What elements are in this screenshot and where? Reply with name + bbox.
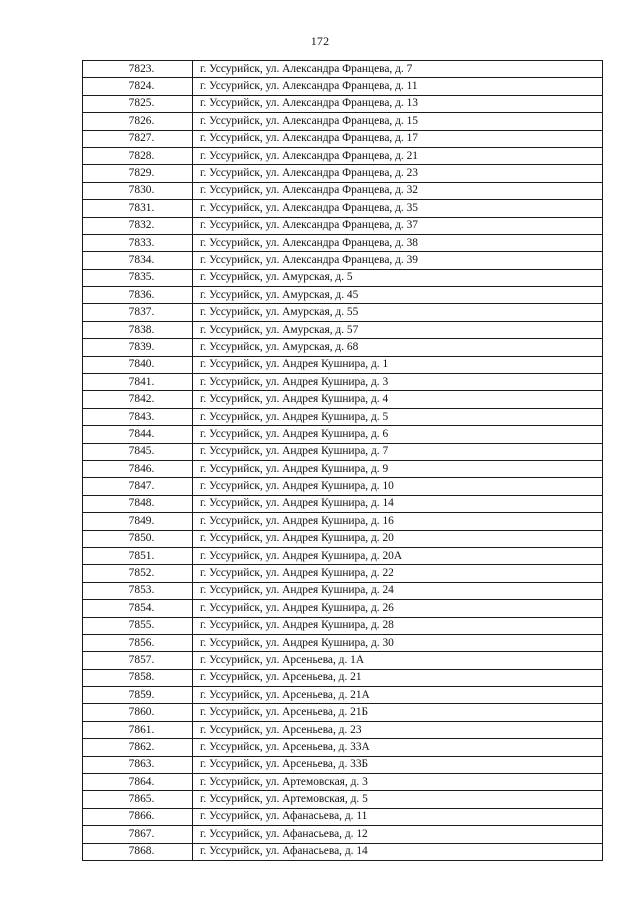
row-number-cell: 7829. bbox=[83, 165, 193, 182]
address-cell: г. Уссурийск, ул. Арсеньева, д. 23 bbox=[193, 721, 603, 738]
table-row bbox=[83, 513, 603, 530]
address-cell: г. Уссурийск, ул. Амурская, д. 55 bbox=[193, 304, 603, 321]
row-number-cell: 7860. bbox=[83, 704, 193, 721]
row-number-cell: 7857. bbox=[83, 652, 193, 669]
table-row bbox=[83, 182, 603, 199]
row-number-cell: 7847. bbox=[83, 478, 193, 495]
row-number-cell: 7845. bbox=[83, 443, 193, 460]
address-cell: г. Уссурийск, ул. Андрея Кушнира, д. 3 bbox=[193, 374, 603, 391]
row-number-cell: 7833. bbox=[83, 234, 193, 251]
row-number-cell: 7832. bbox=[83, 217, 193, 234]
row-number-cell: 7861. bbox=[83, 721, 193, 738]
row-number-cell: 7826. bbox=[83, 113, 193, 130]
table-row bbox=[83, 443, 603, 460]
address-cell: г. Уссурийск, ул. Андрея Кушнира, д. 16 bbox=[193, 513, 603, 530]
table-row bbox=[83, 234, 603, 251]
address-cell: г. Уссурийск, ул. Александра Францева, д. 15 bbox=[193, 113, 603, 130]
row-number-cell: 7834. bbox=[83, 252, 193, 269]
table-row bbox=[83, 808, 603, 825]
row-number-cell: 7858. bbox=[83, 669, 193, 686]
address-cell: г. Уссурийск, ул. Андрея Кушнира, д. 26 bbox=[193, 600, 603, 617]
address-cell: г. Уссурийск, ул. Андрея Кушнира, д. 1 bbox=[193, 356, 603, 373]
row-number-cell: 7859. bbox=[83, 687, 193, 704]
row-number-cell: 7830. bbox=[83, 182, 193, 199]
row-number-cell: 7844. bbox=[83, 426, 193, 443]
address-cell: г. Уссурийск, ул. Арсеньева, д. 21Б bbox=[193, 704, 603, 721]
row-number-cell: 7835. bbox=[83, 269, 193, 286]
address-cell: г. Уссурийск, ул. Афанасьева, д. 12 bbox=[193, 826, 603, 843]
table-row bbox=[83, 426, 603, 443]
table-row bbox=[83, 652, 603, 669]
address-cell: г. Уссурийск, ул. Арсеньева, д. 1А bbox=[193, 652, 603, 669]
row-number-cell: 7864. bbox=[83, 774, 193, 791]
table-row bbox=[83, 287, 603, 304]
table-row bbox=[83, 61, 603, 78]
address-cell: г. Уссурийск, ул. Александра Францева, д. 38 bbox=[193, 234, 603, 251]
table-row bbox=[83, 165, 603, 182]
table-row bbox=[83, 356, 603, 373]
address-cell: г. Уссурийск, ул. Андрея Кушнира, д. 28 bbox=[193, 617, 603, 634]
row-number-cell: 7823. bbox=[83, 61, 193, 78]
row-number-cell: 7856. bbox=[83, 634, 193, 651]
row-number-cell: 7827. bbox=[83, 130, 193, 147]
table-row bbox=[83, 269, 603, 286]
address-cell: г. Уссурийск, ул. Арсеньева, д. 21 bbox=[193, 669, 603, 686]
address-cell: г. Уссурийск, ул. Александра Францева, д. 23 bbox=[193, 165, 603, 182]
row-number-cell: 7843. bbox=[83, 408, 193, 425]
table-row bbox=[83, 704, 603, 721]
table-row bbox=[83, 113, 603, 130]
row-number-cell: 7854. bbox=[83, 600, 193, 617]
table-row bbox=[83, 634, 603, 651]
table-row bbox=[83, 617, 603, 634]
row-number-cell: 7865. bbox=[83, 791, 193, 808]
address-cell: г. Уссурийск, ул. Андрея Кушнира, д. 24 bbox=[193, 582, 603, 599]
row-number-cell: 7868. bbox=[83, 843, 193, 860]
table-row bbox=[83, 130, 603, 147]
row-number-cell: 7849. bbox=[83, 513, 193, 530]
row-number-cell: 7852. bbox=[83, 565, 193, 582]
table-row bbox=[83, 95, 603, 112]
table-row bbox=[83, 321, 603, 338]
address-cell: г. Уссурийск, ул. Арсеньева, д. 33Б bbox=[193, 756, 603, 773]
table-row bbox=[83, 252, 603, 269]
address-cell: г. Уссурийск, ул. Артемовская, д. 3 bbox=[193, 774, 603, 791]
address-cell: г. Уссурийск, ул. Амурская, д. 68 bbox=[193, 339, 603, 356]
table-row bbox=[83, 721, 603, 738]
row-number-cell: 7866. bbox=[83, 808, 193, 825]
address-table-body bbox=[83, 61, 603, 861]
address-cell: г. Уссурийск, ул. Александра Францева, д. 17 bbox=[193, 130, 603, 147]
table-row bbox=[83, 304, 603, 321]
table-row bbox=[83, 669, 603, 686]
table-row bbox=[83, 339, 603, 356]
address-cell: г. Уссурийск, ул. Андрея Кушнира, д. 4 bbox=[193, 391, 603, 408]
address-cell: г. Уссурийск, ул. Александра Францева, д. 39 bbox=[193, 252, 603, 269]
table-row bbox=[83, 565, 603, 582]
table-row bbox=[83, 600, 603, 617]
table-row bbox=[83, 147, 603, 164]
table-row bbox=[83, 200, 603, 217]
row-number-cell: 7862. bbox=[83, 739, 193, 756]
address-cell: г. Уссурийск, ул. Александра Францева, д. 7 bbox=[193, 61, 603, 78]
address-cell: г. Уссурийск, ул. Андрея Кушнира, д. 6 bbox=[193, 426, 603, 443]
table-row bbox=[83, 495, 603, 512]
row-number-cell: 7848. bbox=[83, 495, 193, 512]
row-number-cell: 7839. bbox=[83, 339, 193, 356]
address-cell: г. Уссурийск, ул. Александра Францева, д. 32 bbox=[193, 182, 603, 199]
address-cell: г. Уссурийск, ул. Афанасьева, д. 11 bbox=[193, 808, 603, 825]
table-row bbox=[83, 78, 603, 95]
table-row bbox=[83, 791, 603, 808]
address-cell: г. Уссурийск, ул. Андрея Кушнира, д. 14 bbox=[193, 495, 603, 512]
address-cell: г. Уссурийск, ул. Андрея Кушнира, д. 7 bbox=[193, 443, 603, 460]
address-cell: г. Уссурийск, ул. Андрея Кушнира, д. 10 bbox=[193, 478, 603, 495]
row-number-cell: 7863. bbox=[83, 756, 193, 773]
table-row bbox=[83, 756, 603, 773]
address-cell: г. Уссурийск, ул. Амурская, д. 5 bbox=[193, 269, 603, 286]
address-cell: г. Уссурийск, ул. Александра Францева, д. 13 bbox=[193, 95, 603, 112]
row-number-cell: 7846. bbox=[83, 460, 193, 477]
address-table bbox=[82, 60, 603, 861]
table-row bbox=[83, 217, 603, 234]
address-cell: г. Уссурийск, ул. Арсеньева, д. 33А bbox=[193, 739, 603, 756]
table-row bbox=[83, 687, 603, 704]
row-number-cell: 7867. bbox=[83, 826, 193, 843]
table-row bbox=[83, 774, 603, 791]
row-number-cell: 7850. bbox=[83, 530, 193, 547]
address-cell: г. Уссурийск, ул. Андрея Кушнира, д. 9 bbox=[193, 460, 603, 477]
row-number-cell: 7836. bbox=[83, 287, 193, 304]
table-row bbox=[83, 408, 603, 425]
address-cell: г. Уссурийск, ул. Александра Францева, д. 11 bbox=[193, 78, 603, 95]
address-cell: г. Уссурийск, ул. Амурская, д. 45 bbox=[193, 287, 603, 304]
row-number-cell: 7837. bbox=[83, 304, 193, 321]
address-cell: г. Уссурийск, ул. Артемовская, д. 5 bbox=[193, 791, 603, 808]
page-number: 172 bbox=[310, 34, 330, 48]
table-row bbox=[83, 739, 603, 756]
table-row bbox=[83, 374, 603, 391]
row-number-cell: 7831. bbox=[83, 200, 193, 217]
address-cell: г. Уссурийск, ул. Андрея Кушнира, д. 20 bbox=[193, 530, 603, 547]
address-cell: г. Уссурийск, ул. Андрея Кушнира, д. 5 bbox=[193, 408, 603, 425]
address-cell: г. Уссурийск, ул. Амурская, д. 57 bbox=[193, 321, 603, 338]
address-cell: г. Уссурийск, ул. Афанасьева, д. 14 bbox=[193, 843, 603, 860]
address-cell: г. Уссурийск, ул. Андрея Кушнира, д. 20А bbox=[193, 547, 603, 564]
address-cell: г. Уссурийск, ул. Арсеньева, д. 21А bbox=[193, 687, 603, 704]
row-number-cell: 7828. bbox=[83, 147, 193, 164]
address-cell: г. Уссурийск, ул. Александра Францева, д. 37 bbox=[193, 217, 603, 234]
row-number-cell: 7838. bbox=[83, 321, 193, 338]
table-row bbox=[83, 391, 603, 408]
row-number-cell: 7853. bbox=[83, 582, 193, 599]
address-cell: г. Уссурийск, ул. Андрея Кушнира, д. 30 bbox=[193, 634, 603, 651]
row-number-cell: 7824. bbox=[83, 78, 193, 95]
table-row bbox=[83, 547, 603, 564]
row-number-cell: 7841. bbox=[83, 374, 193, 391]
address-cell: г. Уссурийск, ул. Александра Францева, д. 21 bbox=[193, 147, 603, 164]
row-number-cell: 7842. bbox=[83, 391, 193, 408]
row-number-cell: 7855. bbox=[83, 617, 193, 634]
table-row bbox=[83, 530, 603, 547]
table-row bbox=[83, 478, 603, 495]
table-row bbox=[83, 460, 603, 477]
address-cell: г. Уссурийск, ул. Андрея Кушнира, д. 22 bbox=[193, 565, 603, 582]
row-number-cell: 7840. bbox=[83, 356, 193, 373]
table-row bbox=[83, 582, 603, 599]
address-cell: г. Уссурийск, ул. Александра Францева, д. 35 bbox=[193, 200, 603, 217]
table-row bbox=[83, 826, 603, 843]
row-number-cell: 7825. bbox=[83, 95, 193, 112]
table-row bbox=[83, 843, 603, 860]
row-number-cell: 7851. bbox=[83, 547, 193, 564]
